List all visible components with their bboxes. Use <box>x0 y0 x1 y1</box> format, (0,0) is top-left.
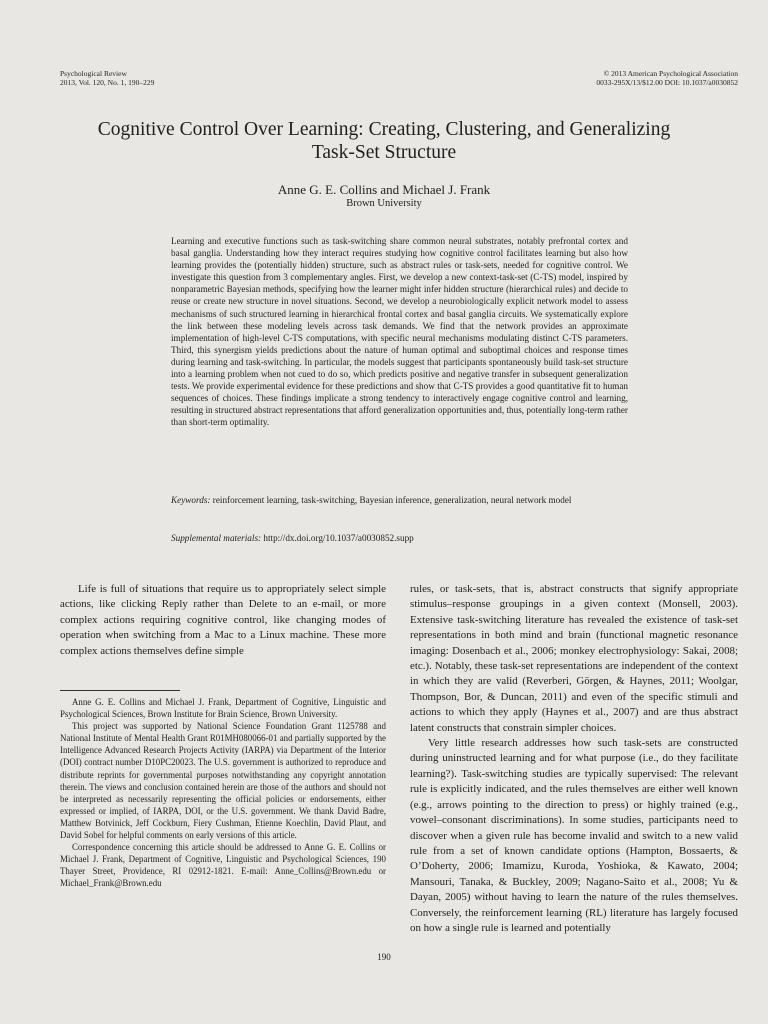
body-paragraph: Very little research addresses how such task-sets are constructed during uninstructed learning and for what purpose (i.e., do they facilitate learning?). Task-switching studies are typically supervised: The relevant rule is explicitly indicated, and the rules themselves are either well known (e.g., arrows pointing to the direction to press) or highly trained (e.g., vowel–consonant discriminations). In some studies, participants need to discover when a given rule has become invalid and switch to a new valid rule from a set of known candidate options (Hampton, Bossaerts, & O’Doherty, 2006; Imamizu, Kuroda, Yoshioka, & Kawato, 2004; Mansouri, Tanaka, & Buckley, 2009; Nagano-Saito et al., 2008; Yu & Dayan, 2005) without having to learn the nature of the rules themselves. Conversely, the reinforcement learning (RL) literature has largely focused on how a single rule is learned and potentially <box>410 737 738 934</box>
paper-title <box>40 118 728 164</box>
copyright-line: © 2013 American Psychological Association <box>603 69 738 78</box>
author-footnotes <box>60 696 386 890</box>
body-left-column <box>60 582 386 659</box>
affiliation: Brown University <box>346 198 422 209</box>
journal-name: Psychological Review <box>60 69 127 78</box>
abstract <box>171 235 628 429</box>
body-paragraph: rules, or task-sets, that is, abstract constructs that signify appropriate stimulus–response groupings in a given context (Monsell, 2003). Extensive task-switching literature has revealed the existence of task-set representations in both mind and brain (functional magnetic resonance imaging: Dosenbach et al., 2006; monkey electrophysiology: Sakai, 2008; etc.). Notably, these task-set representations are independent of the context in which they are valid (Reverberi, Görgen, & Haynes, 2011; Woolgar, Thompson, Bor, & Duncan, 2011) and even of the specific stimuli and actions to which they apply (Haynes et al., 2007) and are thus abstract latent constructs that constrain simpler choices. <box>410 583 738 734</box>
supplemental-link[interactable]: http://dx.doi.org/10.1037/a0030852.supp <box>263 533 414 543</box>
body-right-column <box>410 582 738 936</box>
footnote-funding: This project was supported by National Science Foundation Grant 1125788 and National Institute of Mental Health Grant R01MH080066-01 and partially supported by the Intelligence Advanced Research Projects Activity (IARPA) via Department of the Interior (DOI) contract number D10PC20023. The U.S. government is authorized to reproduce and distribute reprints for governmental purposes notwithstanding any copyright annotation therein. The views and conclusion contained herein are those of the authors and should not be interpreted as necessarily representing the official policies or endorsements, either expressed or implied, of IARPA, DOI, or the U.S. government. We thank David Badre, Matthew Botvinick, Jeff Cockburn, Fiery Cushman, Etienne Koechlin, David Plaut, and David Sobel for helpful comments on early versions of this article. <box>60 721 386 841</box>
footnote-divider <box>60 690 180 691</box>
keywords <box>171 494 628 506</box>
supplemental-materials <box>171 532 628 544</box>
journal-header <box>60 70 154 87</box>
keywords-text: reinforcement learning, task-switching, Bayesian inference, generalization, neural network model <box>212 495 572 505</box>
body-paragraph: Life is full of situations that require us to appropriately select simple actions, like clicking Reply rather than Delete to an e-mail, or more complex actions requiring cognitive control, like changing modes of operation when switching from a Mac to a Linux machine. These more complex actions themselves define simple <box>60 583 386 657</box>
title-line-1: Cognitive Control Over Learning: Creating, Clustering, and Generalizing <box>97 119 671 140</box>
keywords-label: Keywords: <box>171 495 211 505</box>
title-line-2: Task-Set Structure <box>311 142 457 163</box>
footnote-affiliation: Anne G. E. Collins and Michael J. Frank, Department of Cognitive, Linguistic and Psychological Sciences, Brown Institute for Brain Science, Brown University. <box>60 697 386 720</box>
page-number: 190 <box>377 952 391 962</box>
supplemental-label: Supplemental materials: <box>171 533 262 543</box>
journal-volume: 2013, Vol. 120, No. 1, 190–229 <box>60 77 155 87</box>
abstract-text: Learning and executive functions such as task-switching share common neural substrates, notably prefrontal cortex and basal ganglia. Understanding how they interact requires studying how cognitive control facilitates learning but also how learning provides the (potentially hidden) structure, such as abstract rules or task-sets, needed for cognitive control. We investigate this question from 3 complementary angles. First, we develop a new context-task-set (C-TS) model, inspired by nonparametric Bayesian methods, specifying how the learner might infer hidden structure (hierarchical rules) and decide to reuse or create new structure in novel situations. Second, we develop a neurobiologically explicit network model to assess mechanisms of such structured learning in hierarchical frontal cortex and basal ganglia circuits. We systematically explore the link between these modeling levels across task demands. We find that the network provides an approximate implementation of high-level C-TS computations, with specific neural mechanisms modulating distinct C-TS parameters. Third, this synergism yields predictions about the nature of human optimal and suboptimal choices and response times during learning and task-switching. In particular, the models suggest that participants spontaneously build task-set structure into a learning problem when not cued to do so, which predicts positive and negative transfer in subsequent generalization tests. We provide experimental evidence for these predictions and show that C-TS provides a good quantitative fit to human sequences of choices. These findings implicate a strong tendency to interactively engage cognitive control and learning, resulting in structured abstract representations that afford generalization opportunities and, thus, potentially long-term rather than short-term optimality. <box>171 236 628 428</box>
copyright-header <box>596 70 738 87</box>
doi-line: 0033-295X/13/$12.00 DOI: 10.1037/a0030852 <box>596 77 738 87</box>
footnote-correspondence: Correspondence concerning this article should be addressed to Anne G. E. Collins or Michael J. Frank, Department of Cognitive, Linguistic and Psychological Sciences, 190 Thayer Street, Providence, RI 02912-1821. E-mail: Anne_Collins@Brown.edu or Michael_Frank@Brown.edu <box>60 842 386 889</box>
authors: Anne G. E. Collins and Michael J. Frank <box>277 182 491 197</box>
